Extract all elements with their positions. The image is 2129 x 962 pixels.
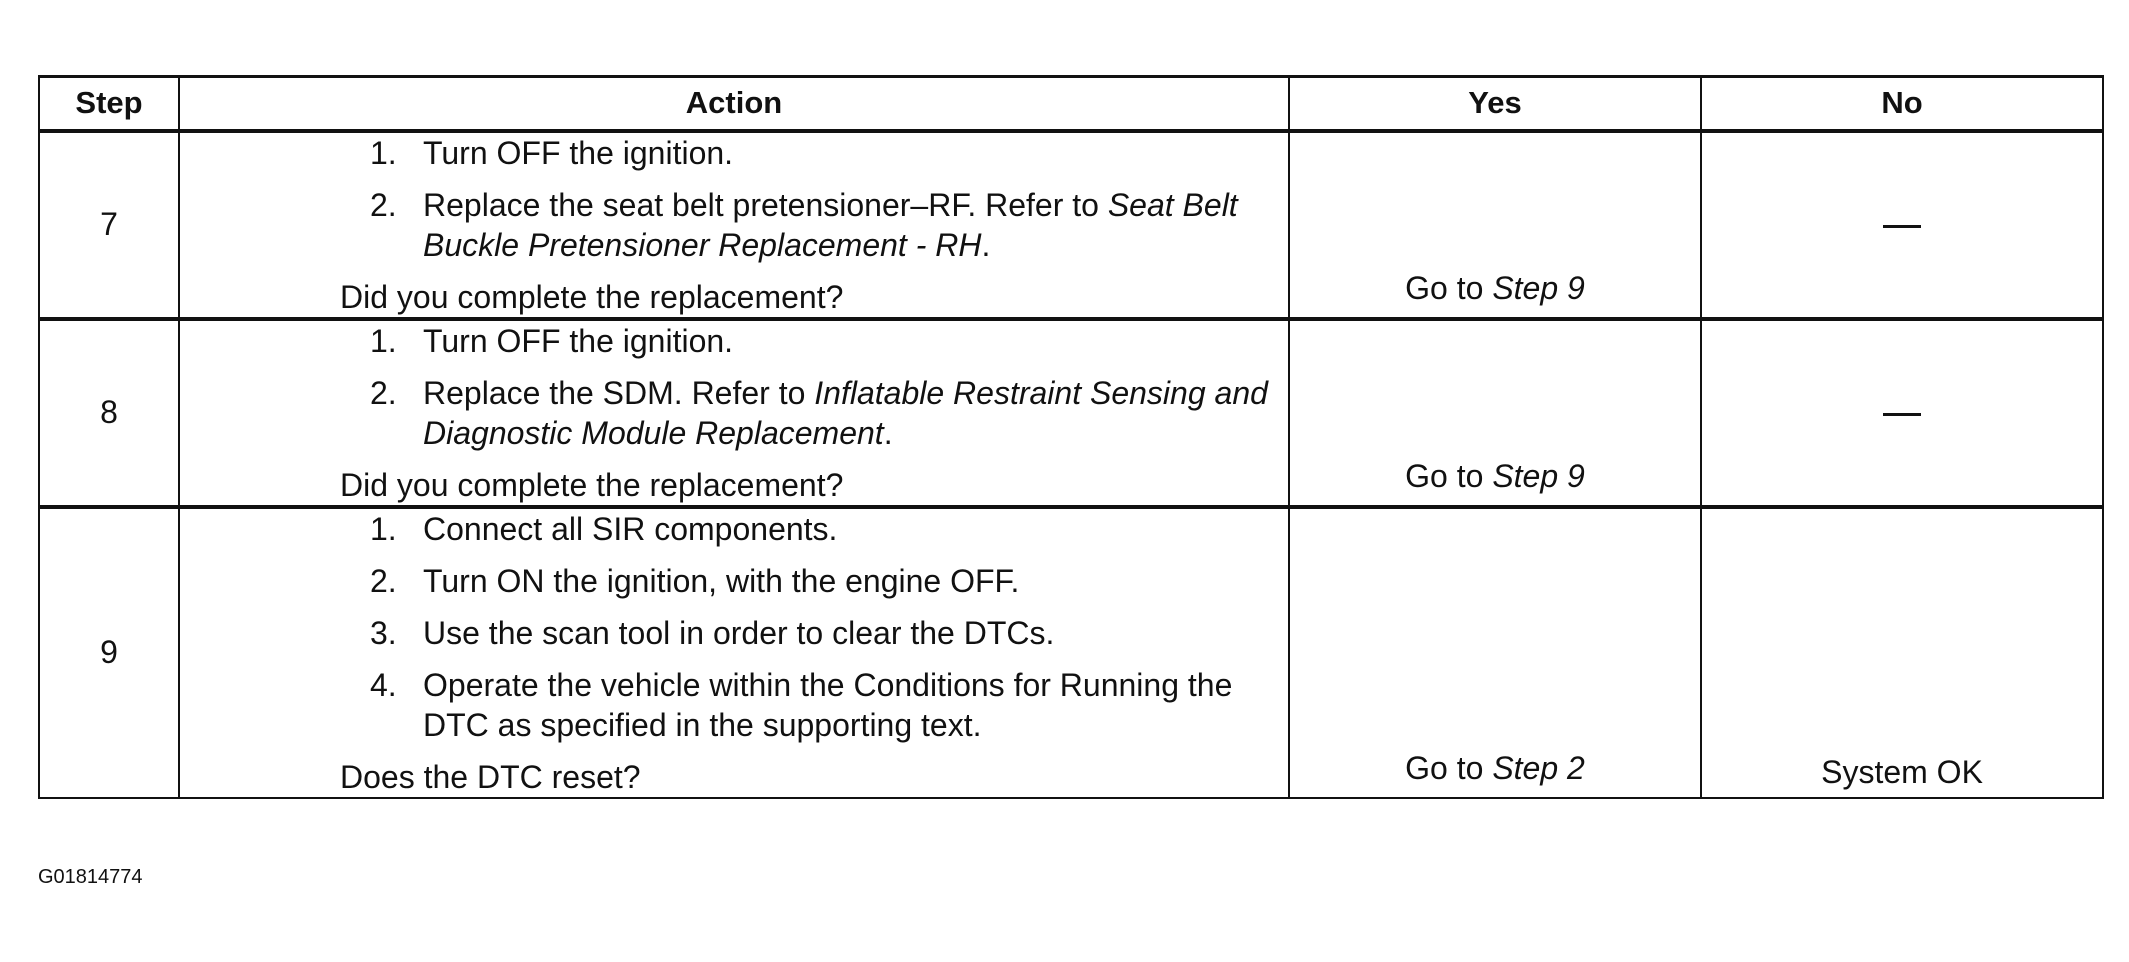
table-header xyxy=(39,77,2103,131)
action-item-number: 1. xyxy=(370,322,397,359)
table-row xyxy=(39,131,2103,319)
yes-step-link[interactable]: Step 9 xyxy=(1492,269,1585,306)
header-action: Action xyxy=(179,77,1289,131)
no-cell xyxy=(1701,319,2103,507)
action-item-number: 1. xyxy=(370,134,397,171)
action-item-text: Replace the seat belt pretensioner–RF. Refer to xyxy=(423,186,1108,223)
yes-step-link[interactable]: Step 9 xyxy=(1492,457,1585,494)
step-number: 7 xyxy=(39,131,179,319)
step-question: Does the DTC reset? xyxy=(340,758,641,795)
action-list xyxy=(180,133,1288,265)
table-row xyxy=(39,319,2103,507)
action-item xyxy=(180,321,1288,361)
action-item-text: Turn ON the ignition, with the engine OFF. xyxy=(423,562,1020,599)
no-cell xyxy=(1701,131,2103,319)
no-cell xyxy=(1701,507,2103,798)
action-item-text: Connect all SIR components. xyxy=(423,510,838,547)
step-number: 8 xyxy=(39,319,179,507)
figure-id: G01814774 xyxy=(38,866,143,888)
action-item-number: 3. xyxy=(370,614,397,651)
yes-prefix: Go to xyxy=(1405,269,1493,306)
action-item-text: Use the scan tool in order to clear the DTCs. xyxy=(423,614,1055,651)
action-item xyxy=(180,133,1288,173)
yes-prefix: Go to xyxy=(1405,457,1493,494)
procedure-reference-link[interactable]: Inflatable Restraint Sensing and Diagnostic Module Replacement xyxy=(423,374,1268,451)
action-item-suffix: . xyxy=(981,226,991,263)
no-dash xyxy=(1883,413,1921,416)
action-item-text: Operate the vehicle within the Conditions for Running the DTC as specified in the supporting text. xyxy=(423,666,1233,743)
action-item-text: Replace the SDM. Refer to xyxy=(423,374,815,411)
action-item-text: Turn OFF the ignition. xyxy=(423,134,734,171)
table-body xyxy=(39,131,2103,798)
action-item xyxy=(180,561,1288,601)
action-item-suffix: . xyxy=(883,414,893,451)
action-list xyxy=(180,509,1288,745)
action-item-number: 2. xyxy=(370,562,397,599)
action-cell xyxy=(179,319,1289,507)
no-dash xyxy=(1883,225,1921,228)
action-item-number: 1. xyxy=(370,510,397,547)
header-row xyxy=(39,77,2103,131)
action-item-number: 4. xyxy=(370,666,397,703)
action-item xyxy=(180,665,1288,745)
action-cell xyxy=(179,507,1289,798)
action-cell xyxy=(179,131,1289,319)
yes-cell xyxy=(1289,319,1701,507)
action-item-number: 2. xyxy=(370,374,397,411)
yes-cell xyxy=(1289,507,1701,798)
action-item xyxy=(180,613,1288,653)
yes-step-link[interactable]: Step 2 xyxy=(1492,749,1585,786)
yes-prefix: Go to xyxy=(1405,749,1493,786)
action-item xyxy=(180,509,1288,549)
action-item xyxy=(180,185,1288,265)
action-item-text: Turn OFF the ignition. xyxy=(423,322,734,359)
no-value: System OK xyxy=(1821,753,1983,790)
action-list xyxy=(180,321,1288,453)
header-yes: Yes xyxy=(1289,77,1701,131)
procedure-reference-link[interactable]: Seat Belt Buckle Pretensioner Replacement - RH xyxy=(423,186,1238,263)
action-item xyxy=(180,373,1288,453)
table-row xyxy=(39,507,2103,798)
yes-cell xyxy=(1289,131,1701,319)
step-number: 9 xyxy=(39,507,179,798)
header-no: No xyxy=(1701,77,2103,131)
header-step: Step xyxy=(39,77,179,131)
step-question: Did you complete the replacement? xyxy=(340,466,844,503)
action-item-number: 2. xyxy=(370,186,397,223)
diagnostic-table xyxy=(38,75,2104,799)
step-question: Did you complete the replacement? xyxy=(340,278,844,315)
